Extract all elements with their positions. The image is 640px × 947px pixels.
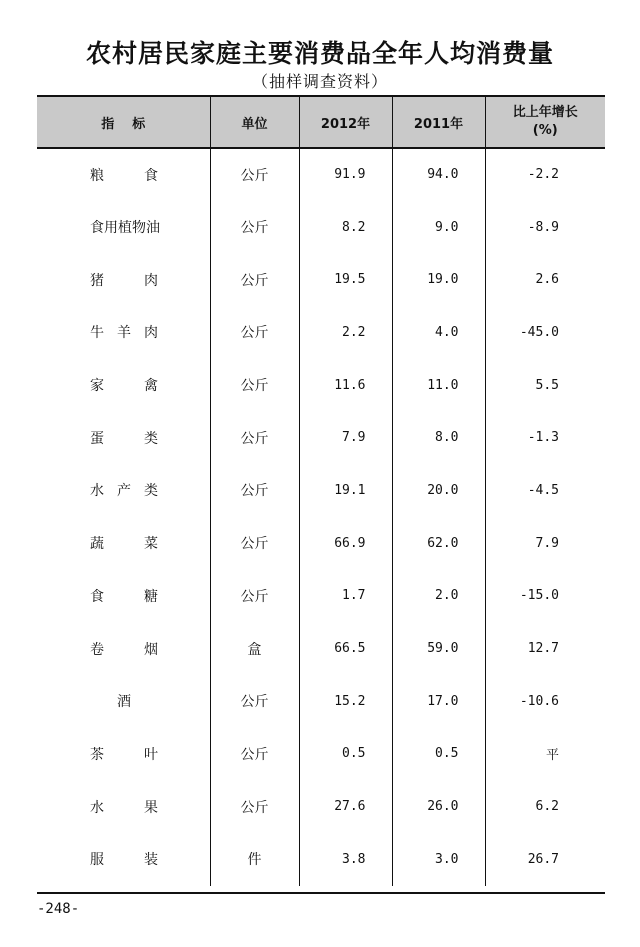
table-row	[37, 675, 605, 728]
cell-change: -2.2	[527, 167, 559, 183]
table-header	[37, 96, 605, 148]
cell-indicator	[37, 517, 210, 570]
cell-change: -8.9	[527, 219, 559, 235]
cell-indicator	[37, 464, 210, 517]
cell-indicator	[37, 622, 210, 675]
table-body	[37, 148, 605, 886]
cell-2011: 3.0	[392, 833, 485, 886]
cell-2011: 19.0	[392, 253, 485, 306]
cell-2012: 19.1	[299, 464, 392, 517]
table-row	[37, 570, 605, 623]
table-row	[37, 728, 605, 781]
cell-unit: 件	[210, 833, 299, 886]
cell-2011: 94.0	[392, 148, 485, 201]
cell-2011: 4.0	[392, 306, 485, 359]
cell-2012: 3.8	[299, 833, 392, 886]
cell-unit: 公斤	[210, 780, 299, 833]
table-row	[37, 622, 605, 675]
cell-2012: 66.5	[299, 622, 392, 675]
cell-unit: 公斤	[210, 306, 299, 359]
indicator-label: 服装	[90, 852, 158, 869]
indicator-label: 茶叶	[90, 746, 158, 763]
indicator-label: 粮食	[90, 167, 158, 184]
cell-2012: 7.9	[299, 411, 392, 464]
page-subtitle: （抽样调查资料）	[251, 72, 388, 91]
cell-2011: 62.0	[392, 517, 485, 570]
cell-2011: 59.0	[392, 622, 485, 675]
cell-change: -4.5	[527, 482, 559, 498]
cell-indicator	[37, 675, 210, 728]
indicator-label: 水果	[90, 799, 158, 816]
indicator-label: 蛋类	[90, 430, 158, 447]
cell-change: 5.5	[535, 377, 559, 393]
cell-indicator	[37, 570, 210, 623]
cell-indicator	[37, 728, 210, 781]
header-indicator: 指标	[37, 96, 210, 148]
page-title: 农村居民家庭主要消费品全年人均消费量	[85, 39, 554, 68]
cell-2011: 11.0	[392, 359, 485, 412]
header-change	[485, 96, 605, 148]
bottom-rule	[37, 892, 605, 894]
table-row	[37, 833, 605, 886]
table-row	[37, 201, 605, 254]
indicator-label: 水产类	[90, 483, 158, 500]
cell-change: 2.6	[535, 272, 559, 288]
consumption-table	[37, 95, 605, 886]
cell-unit: 公斤	[210, 359, 299, 412]
table-row	[37, 464, 605, 517]
cell-unit: 公斤	[210, 464, 299, 517]
cell-change: -45.0	[519, 324, 559, 340]
indicator-label: 家禽	[90, 378, 158, 395]
cell-2012: 66.9	[299, 517, 392, 570]
cell-unit: 公斤	[210, 675, 299, 728]
cell-indicator	[37, 201, 210, 254]
cell-2012: 8.2	[299, 201, 392, 254]
cell-unit: 盒	[210, 622, 299, 675]
table-row	[37, 253, 605, 306]
cell-2012: 19.5	[299, 253, 392, 306]
header-change-unit: (%)	[532, 123, 558, 138]
cell-unit: 公斤	[210, 728, 299, 781]
indicator-label: 猪肉	[90, 272, 158, 289]
cell-change: 26.7	[527, 851, 559, 867]
cell-change: 12.7	[527, 641, 559, 657]
cell-indicator	[37, 780, 210, 833]
cell-2012: 91.9	[299, 148, 392, 201]
header-year-2011: 2011年	[392, 96, 485, 148]
indicator-label: 酒	[117, 694, 131, 711]
cell-indicator	[37, 148, 210, 201]
cell-unit: 公斤	[210, 517, 299, 570]
cell-2011: 17.0	[392, 675, 485, 728]
cell-indicator	[37, 306, 210, 359]
table-row	[37, 517, 605, 570]
cell-2012: 11.6	[299, 359, 392, 412]
cell-unit: 公斤	[210, 570, 299, 623]
page-number: -248-	[37, 901, 80, 917]
cell-change: -1.3	[527, 430, 559, 446]
table-row	[37, 148, 605, 201]
cell-unit: 公斤	[210, 253, 299, 306]
cell-2011: 9.0	[392, 201, 485, 254]
cell-unit: 公斤	[210, 148, 299, 201]
cell-2012: 15.2	[299, 675, 392, 728]
cell-2012: 1.7	[299, 570, 392, 623]
cell-change: -10.6	[519, 693, 559, 709]
cell-unit: 公斤	[210, 411, 299, 464]
header-unit: 单位	[210, 96, 299, 148]
cell-2011: 8.0	[392, 411, 485, 464]
header-year-2012: 2012年	[299, 96, 392, 148]
header-row	[37, 96, 605, 148]
cell-indicator	[37, 359, 210, 412]
header-change-label: 比上年增长	[512, 105, 578, 120]
cell-change: -15.0	[519, 588, 559, 604]
cell-2011: 20.0	[392, 464, 485, 517]
cell-2012: 27.6	[299, 780, 392, 833]
cell-2011: 0.5	[392, 728, 485, 781]
cell-change: 平	[545, 748, 559, 764]
cell-2012: 0.5	[299, 728, 392, 781]
cell-change: 6.2	[535, 799, 559, 815]
cell-indicator	[37, 253, 210, 306]
indicator-label: 食用植物油	[90, 220, 160, 237]
cell-indicator	[37, 833, 210, 886]
cell-2011: 26.0	[392, 780, 485, 833]
cell-change: 7.9	[535, 535, 559, 551]
table-row	[37, 780, 605, 833]
table-row	[37, 411, 605, 464]
indicator-label: 蔬菜	[90, 536, 158, 553]
cell-2012: 2.2	[299, 306, 392, 359]
cell-indicator	[37, 411, 210, 464]
cell-unit: 公斤	[210, 201, 299, 254]
indicator-label: 食糖	[90, 588, 158, 605]
cell-2011: 2.0	[392, 570, 485, 623]
indicator-label: 卷烟	[90, 641, 158, 658]
table-row	[37, 359, 605, 412]
table-row	[37, 306, 605, 359]
indicator-label: 牛羊肉	[90, 325, 158, 342]
